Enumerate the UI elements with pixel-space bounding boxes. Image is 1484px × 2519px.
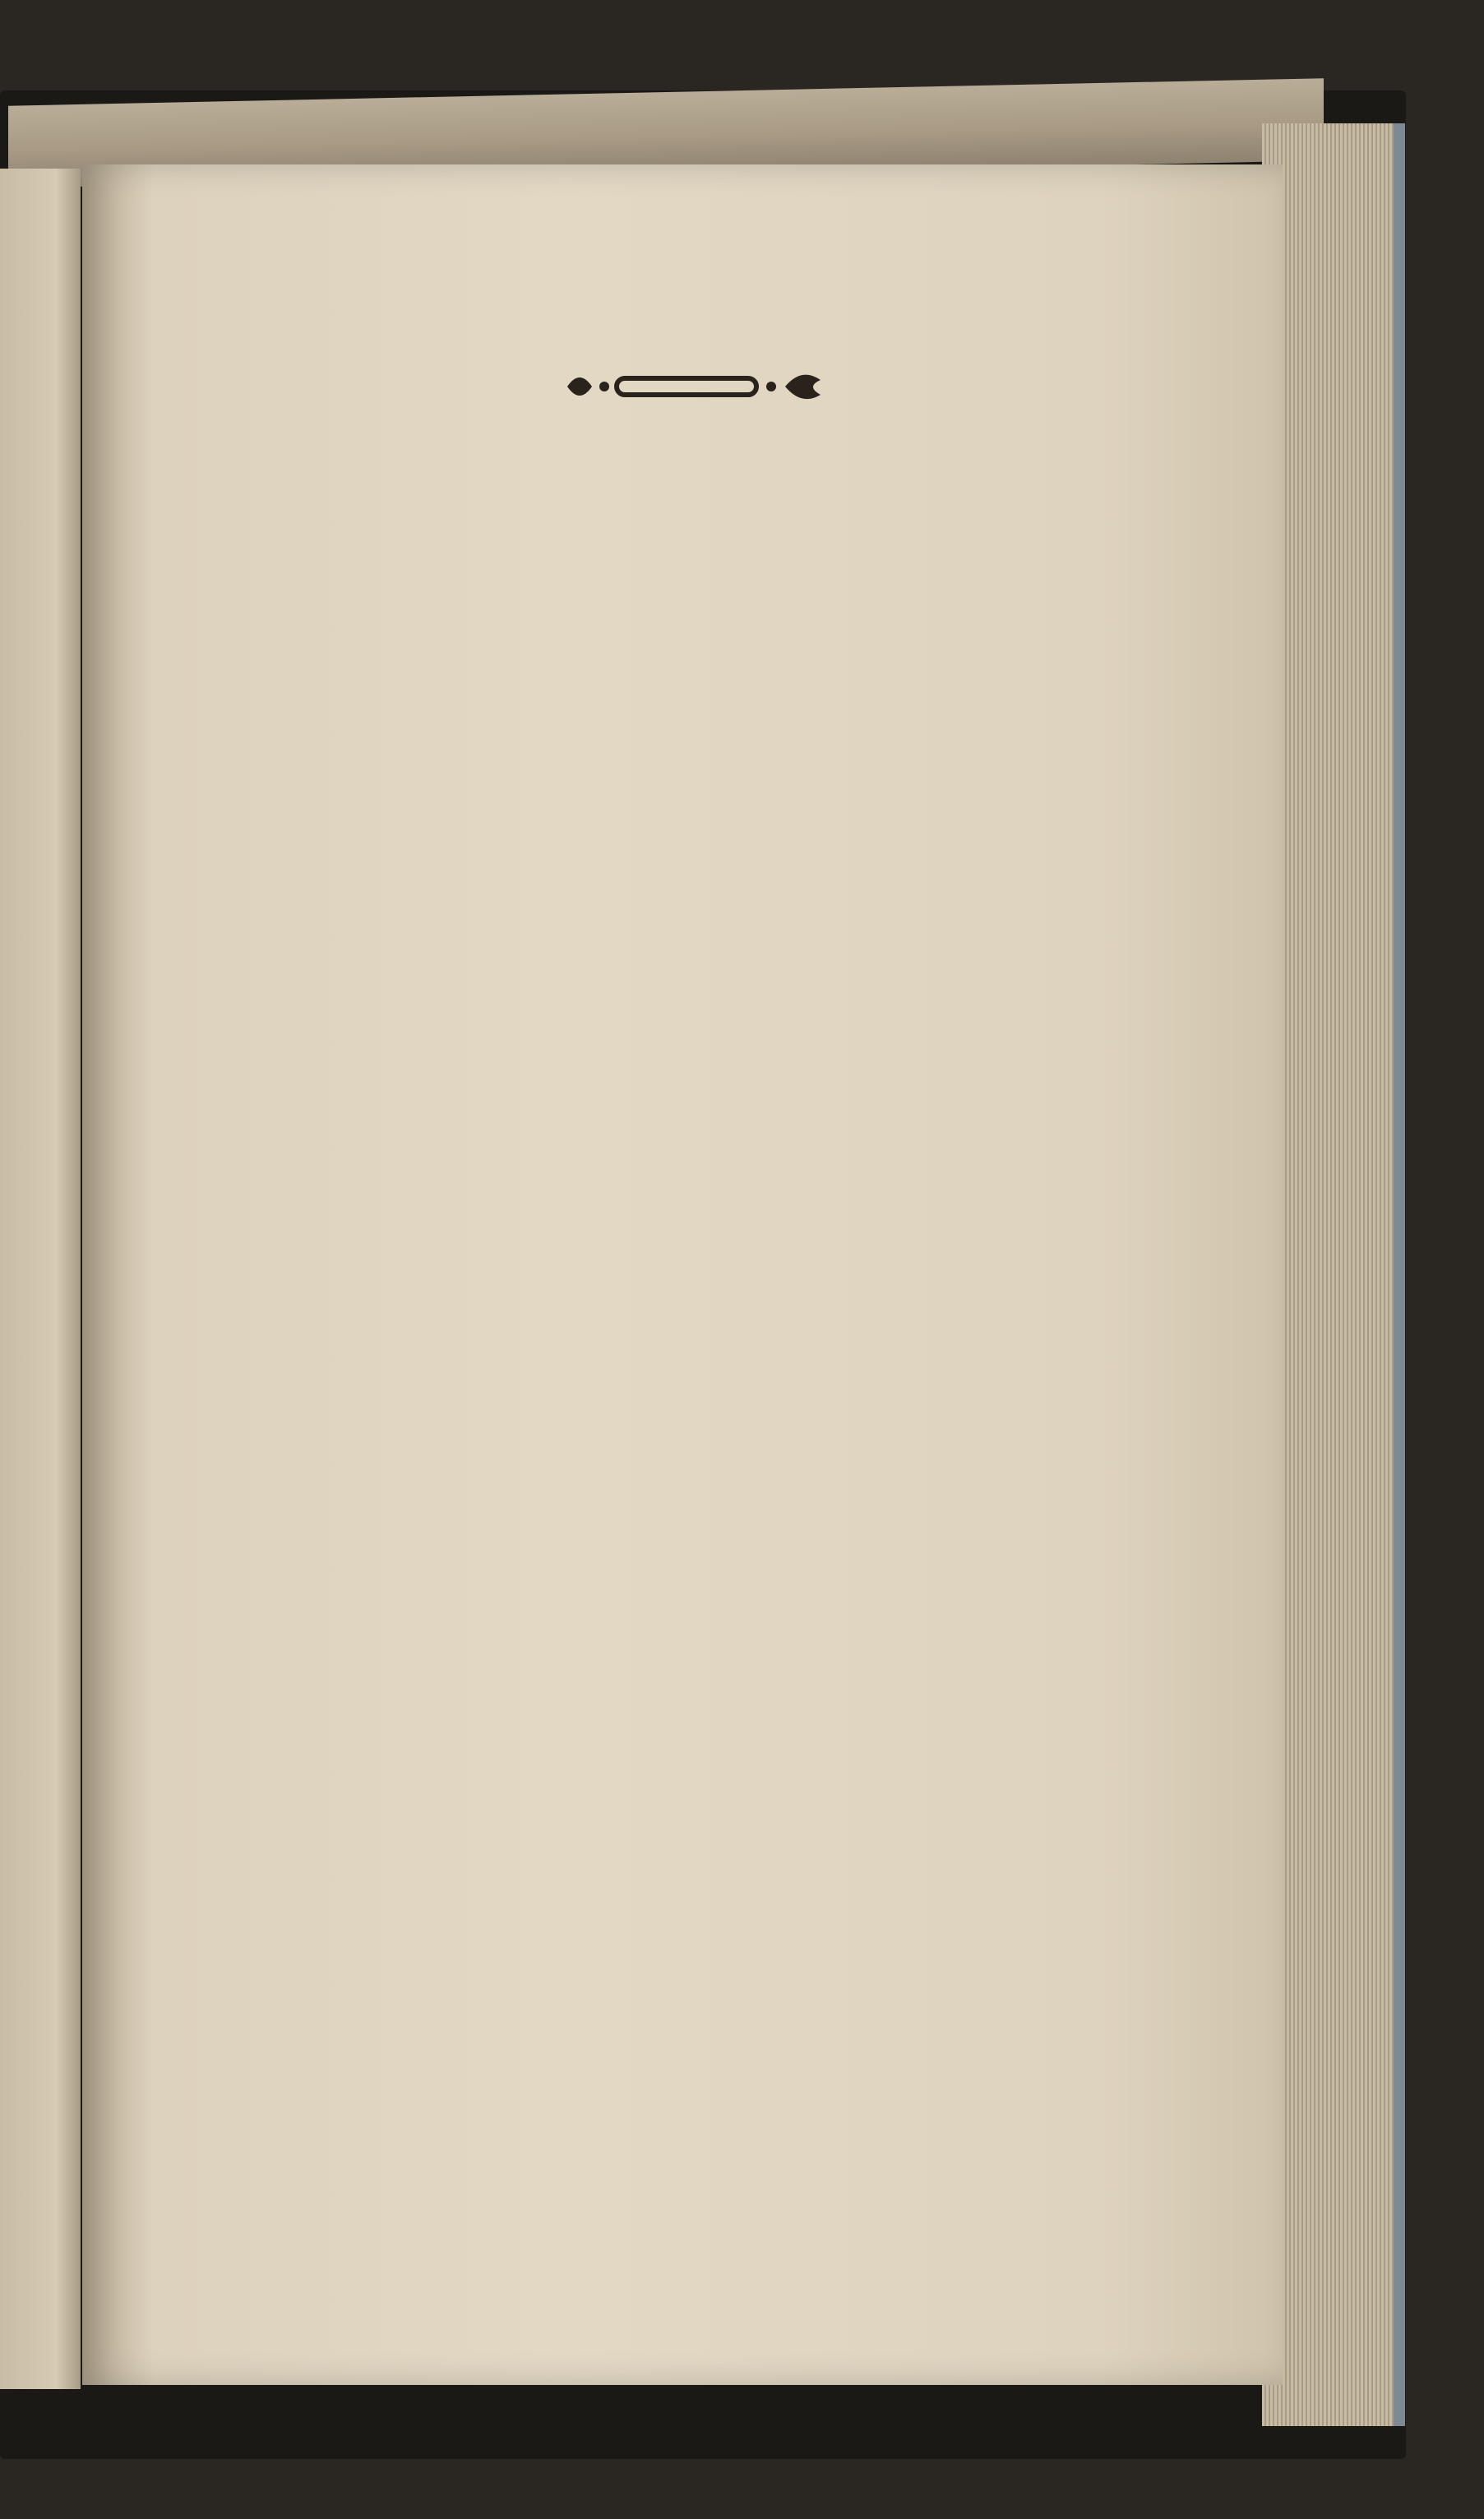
- book-fore-edge: [1262, 123, 1405, 2426]
- left-page: [0, 169, 81, 2389]
- right-page: [82, 164, 1283, 2385]
- decorative-ornament-icon: [559, 362, 830, 411]
